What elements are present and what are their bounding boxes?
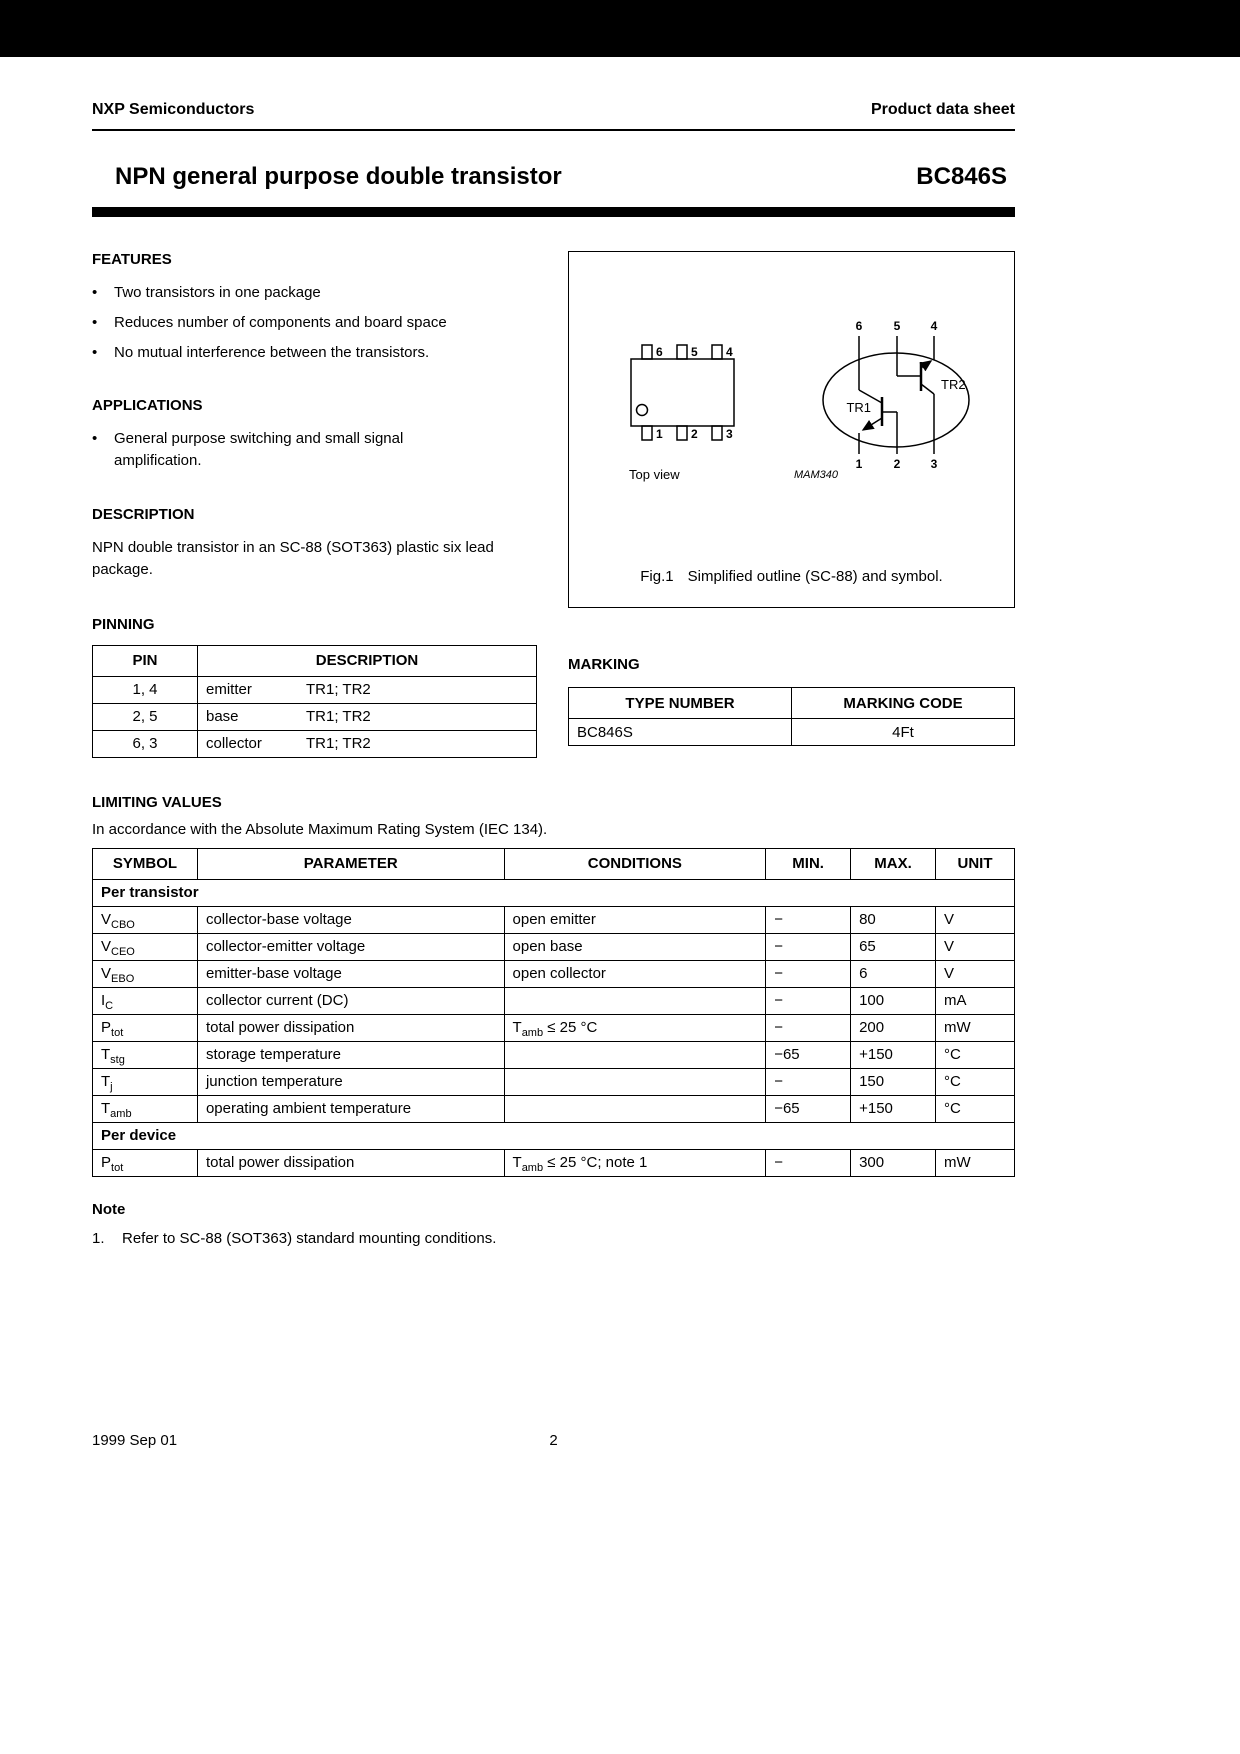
title-row bbox=[92, 163, 1015, 191]
cell-parameter: emitter-base voltage bbox=[197, 960, 504, 987]
pinning-table bbox=[92, 645, 537, 758]
pin-ref: TR1; TR2 bbox=[306, 735, 371, 753]
cell-min: −65 bbox=[766, 1095, 851, 1122]
title-divider-bar bbox=[92, 207, 1015, 217]
table-row bbox=[93, 1014, 1015, 1041]
cell-conditions bbox=[504, 1014, 766, 1041]
cell-unit: °C bbox=[936, 1068, 1015, 1095]
feature-text: No mutual interference between the transistors. bbox=[114, 343, 430, 361]
tr1-label: TR1 bbox=[846, 400, 871, 415]
table-header-row bbox=[93, 645, 537, 676]
cell-unit: mW bbox=[936, 1149, 1015, 1176]
table-row bbox=[93, 1041, 1015, 1068]
cell-max: 100 bbox=[851, 987, 936, 1014]
condition-text: ≤ 25 °C; note 1 bbox=[543, 1154, 648, 1172]
cell-unit: V bbox=[936, 960, 1015, 987]
list-item bbox=[92, 342, 537, 364]
symbol-main: V bbox=[101, 911, 112, 929]
table-header-row bbox=[569, 688, 1015, 719]
transistor-symbol-drawing bbox=[823, 336, 969, 454]
cell-conditions bbox=[504, 1068, 766, 1095]
table-row bbox=[93, 1095, 1015, 1122]
table-row bbox=[93, 1068, 1015, 1095]
list-item bbox=[92, 428, 537, 472]
note-section bbox=[92, 1201, 1015, 1247]
symbol-sub: j bbox=[110, 1081, 113, 1094]
section-label: Per device bbox=[93, 1122, 1015, 1149]
cell-type-number: BC846S bbox=[569, 719, 792, 746]
feature-text: Reduces number of components and board space bbox=[114, 313, 447, 331]
pin-number: 4 bbox=[930, 319, 938, 333]
symbol-sub: C bbox=[105, 1000, 114, 1013]
cell-max: 200 bbox=[851, 1014, 936, 1041]
document-header bbox=[92, 57, 1015, 131]
cell-symbol bbox=[93, 906, 198, 933]
pin-number: 1 bbox=[656, 427, 663, 441]
col-pin: PIN bbox=[93, 645, 198, 676]
cell-description bbox=[198, 676, 537, 703]
applications-list bbox=[92, 428, 537, 472]
condition-sub: amb bbox=[521, 1027, 544, 1040]
symbol-sub: CBO bbox=[111, 919, 135, 932]
condition-text: open collector bbox=[512, 965, 606, 983]
features-heading: FEATURES bbox=[92, 251, 172, 268]
note-item bbox=[92, 1230, 1015, 1247]
table-header-row bbox=[93, 848, 1015, 879]
company-name: NXP Semiconductors bbox=[92, 101, 255, 118]
cell-min: − bbox=[766, 906, 851, 933]
symbol-main: I bbox=[101, 992, 106, 1010]
section-row bbox=[93, 1122, 1015, 1149]
list-item bbox=[92, 282, 537, 304]
table-row bbox=[93, 960, 1015, 987]
cell-max: +150 bbox=[851, 1095, 936, 1122]
symbol-main: T bbox=[101, 1073, 111, 1091]
page-title: NPN general purpose double transistor bbox=[115, 163, 562, 190]
col-marking-code: MARKING CODE bbox=[792, 688, 1015, 719]
table-row bbox=[93, 933, 1015, 960]
pin-number: 4 bbox=[726, 345, 733, 359]
cell-min: − bbox=[766, 960, 851, 987]
cell-conditions bbox=[504, 987, 766, 1014]
limiting-values-heading: LIMITING VALUES bbox=[92, 793, 222, 811]
package-outline-drawing bbox=[631, 345, 734, 440]
table-row bbox=[93, 703, 537, 730]
cell-unit: °C bbox=[936, 1095, 1015, 1122]
col-description: DESCRIPTION bbox=[198, 645, 537, 676]
cell-parameter: operating ambient temperature bbox=[197, 1095, 504, 1122]
drawing-code-label: MAM340 bbox=[794, 469, 839, 481]
cell-parameter: total power dissipation bbox=[197, 1014, 504, 1041]
col-min: MIN. bbox=[766, 848, 851, 879]
bullet-icon: • bbox=[92, 343, 98, 361]
symbol-sub: tot bbox=[111, 1027, 124, 1040]
col-conditions: CONDITIONS bbox=[504, 848, 766, 879]
description-text: NPN double transistor in an SC-88 (SOT363) plastic six lead package. bbox=[92, 538, 494, 579]
cell-parameter: collector current (DC) bbox=[197, 987, 504, 1014]
pin-function: emitter bbox=[206, 681, 252, 699]
cell-symbol bbox=[93, 1041, 198, 1068]
condition-text: T bbox=[512, 1154, 522, 1172]
applications-heading: APPLICATIONS bbox=[92, 397, 203, 415]
condition-sub: amb bbox=[521, 1162, 544, 1175]
list-item bbox=[92, 312, 537, 334]
cell-parameter: storage temperature bbox=[197, 1041, 504, 1068]
cell-symbol bbox=[93, 1068, 198, 1095]
symbol-main: V bbox=[101, 965, 112, 983]
symbol-main: T bbox=[101, 1046, 111, 1064]
pin-number: 5 bbox=[893, 319, 901, 333]
note-text: Refer to SC-88 (SOT363) standard mounting conditions. bbox=[122, 1229, 497, 1247]
symbol-sub: amb bbox=[110, 1108, 132, 1121]
footer-date: 1999 Sep 01 bbox=[92, 1431, 178, 1449]
figure-caption bbox=[569, 568, 1014, 585]
symbol-sub: stg bbox=[110, 1054, 125, 1067]
col-type-number: TYPE NUMBER bbox=[569, 688, 792, 719]
cell-max: 150 bbox=[851, 1068, 936, 1095]
pin-function: base bbox=[206, 708, 239, 726]
symbol-main: T bbox=[101, 1100, 111, 1118]
cell-symbol bbox=[93, 987, 198, 1014]
pin-number: 6 bbox=[855, 319, 863, 333]
tr2-label: TR2 bbox=[941, 377, 966, 392]
cell-unit: mW bbox=[936, 1014, 1015, 1041]
document-type: Product data sheet bbox=[870, 101, 1015, 118]
cell-description bbox=[198, 730, 537, 757]
pin-ref: TR1; TR2 bbox=[306, 681, 371, 699]
page-footer bbox=[92, 1432, 1015, 1452]
col-parameter: PARAMETER bbox=[197, 848, 504, 879]
symbol-sub: EBO bbox=[111, 973, 135, 986]
left-column bbox=[92, 251, 537, 758]
cell-min: − bbox=[766, 933, 851, 960]
cell-symbol bbox=[93, 960, 198, 987]
figure-drawing bbox=[569, 252, 1014, 552]
col-max: MAX. bbox=[851, 848, 936, 879]
cell-max: 6 bbox=[851, 960, 936, 987]
symbol-main: V bbox=[101, 938, 112, 956]
limiting-values-intro: In accordance with the Absolute Maximum Rating System (IEC 134). bbox=[92, 820, 548, 838]
page-number: 2 bbox=[549, 1431, 558, 1449]
condition-text: T bbox=[512, 1019, 522, 1037]
two-column-area bbox=[92, 251, 1015, 758]
figure-caption-text: Simplified outline (SC-88) and symbol. bbox=[687, 568, 943, 585]
cell-max: +150 bbox=[851, 1041, 936, 1068]
pin-number: 2 bbox=[893, 457, 901, 471]
top-black-bar bbox=[0, 0, 1240, 57]
symbol-sub: CEO bbox=[111, 946, 135, 959]
table-row bbox=[93, 730, 537, 757]
pin-number: 1 bbox=[855, 457, 863, 471]
cell-parameter: junction temperature bbox=[197, 1068, 504, 1095]
features-list bbox=[92, 282, 537, 363]
cell-conditions bbox=[504, 906, 766, 933]
cell-pin: 1, 4 bbox=[93, 676, 198, 703]
col-unit: UNIT bbox=[936, 848, 1015, 879]
pin-number: 3 bbox=[930, 457, 938, 471]
cell-symbol bbox=[93, 933, 198, 960]
note-heading: Note bbox=[92, 1200, 126, 1218]
application-text: General purpose switching and small signal amplification. bbox=[114, 430, 404, 469]
condition-text: ≤ 25 °C bbox=[543, 1019, 598, 1037]
bullet-icon: • bbox=[92, 284, 98, 301]
cell-unit: V bbox=[936, 933, 1015, 960]
cell-parameter: collector-base voltage bbox=[197, 906, 504, 933]
figure-caption-label: Fig.1 bbox=[640, 568, 674, 585]
pin-ref: TR1; TR2 bbox=[306, 708, 371, 726]
cell-unit: V bbox=[936, 906, 1015, 933]
cell-parameter: total power dissipation bbox=[197, 1149, 504, 1176]
page-content bbox=[92, 57, 1015, 1452]
table-row bbox=[93, 987, 1015, 1014]
limiting-values-section bbox=[92, 794, 1015, 1177]
pin-number: 5 bbox=[691, 345, 698, 359]
top-view-label: Top view bbox=[629, 467, 680, 482]
cell-conditions bbox=[504, 1149, 766, 1176]
table-row bbox=[93, 676, 537, 703]
bullet-icon: • bbox=[92, 313, 98, 331]
cell-symbol bbox=[93, 1095, 198, 1122]
cell-conditions bbox=[504, 1095, 766, 1122]
cell-pin: 6, 3 bbox=[93, 730, 198, 757]
feature-text: Two transistors in one package bbox=[114, 284, 321, 301]
pin-function: collector bbox=[206, 735, 262, 753]
cell-description bbox=[198, 703, 537, 730]
condition-text: open base bbox=[512, 938, 583, 956]
col-symbol: SYMBOL bbox=[93, 848, 198, 879]
cell-conditions bbox=[504, 1041, 766, 1068]
section-row bbox=[93, 879, 1015, 906]
pinning-heading: PINNING bbox=[92, 615, 155, 633]
table-row bbox=[93, 1149, 1015, 1176]
description-heading: DESCRIPTION bbox=[92, 505, 195, 523]
part-number: BC846S bbox=[916, 163, 1007, 190]
cell-max: 80 bbox=[851, 906, 936, 933]
cell-marking-code: 4Ft bbox=[792, 719, 1015, 746]
cell-min: − bbox=[766, 987, 851, 1014]
pin-number: 6 bbox=[656, 345, 663, 359]
pin-number: 3 bbox=[726, 427, 733, 441]
cell-symbol bbox=[93, 1014, 198, 1041]
cell-conditions bbox=[504, 933, 766, 960]
cell-min: − bbox=[766, 1068, 851, 1095]
cell-symbol bbox=[93, 1149, 198, 1176]
right-column bbox=[568, 251, 1015, 758]
note-number: 1. bbox=[92, 1229, 105, 1247]
table-row bbox=[93, 906, 1015, 933]
cell-unit: mA bbox=[936, 987, 1015, 1014]
cell-min: −65 bbox=[766, 1041, 851, 1068]
condition-text: open emitter bbox=[512, 911, 596, 929]
cell-pin: 2, 5 bbox=[93, 703, 198, 730]
cell-conditions bbox=[504, 960, 766, 987]
cell-max: 300 bbox=[851, 1149, 936, 1176]
cell-min: − bbox=[766, 1014, 851, 1041]
symbol-main: P bbox=[101, 1154, 112, 1172]
marking-heading: MARKING bbox=[568, 656, 640, 673]
cell-max: 65 bbox=[851, 933, 936, 960]
pin-number: 2 bbox=[691, 427, 698, 441]
limiting-values-table bbox=[92, 848, 1015, 1177]
symbol-sub: tot bbox=[111, 1162, 124, 1175]
marking-table bbox=[568, 687, 1015, 746]
cell-unit: °C bbox=[936, 1041, 1015, 1068]
section-label: Per transistor bbox=[93, 879, 1015, 906]
figure-1-box bbox=[568, 251, 1015, 608]
cell-min: − bbox=[766, 1149, 851, 1176]
symbol-main: P bbox=[101, 1019, 112, 1037]
bullet-icon: • bbox=[92, 430, 98, 448]
table-row bbox=[569, 719, 1015, 746]
cell-parameter: collector-emitter voltage bbox=[197, 933, 504, 960]
